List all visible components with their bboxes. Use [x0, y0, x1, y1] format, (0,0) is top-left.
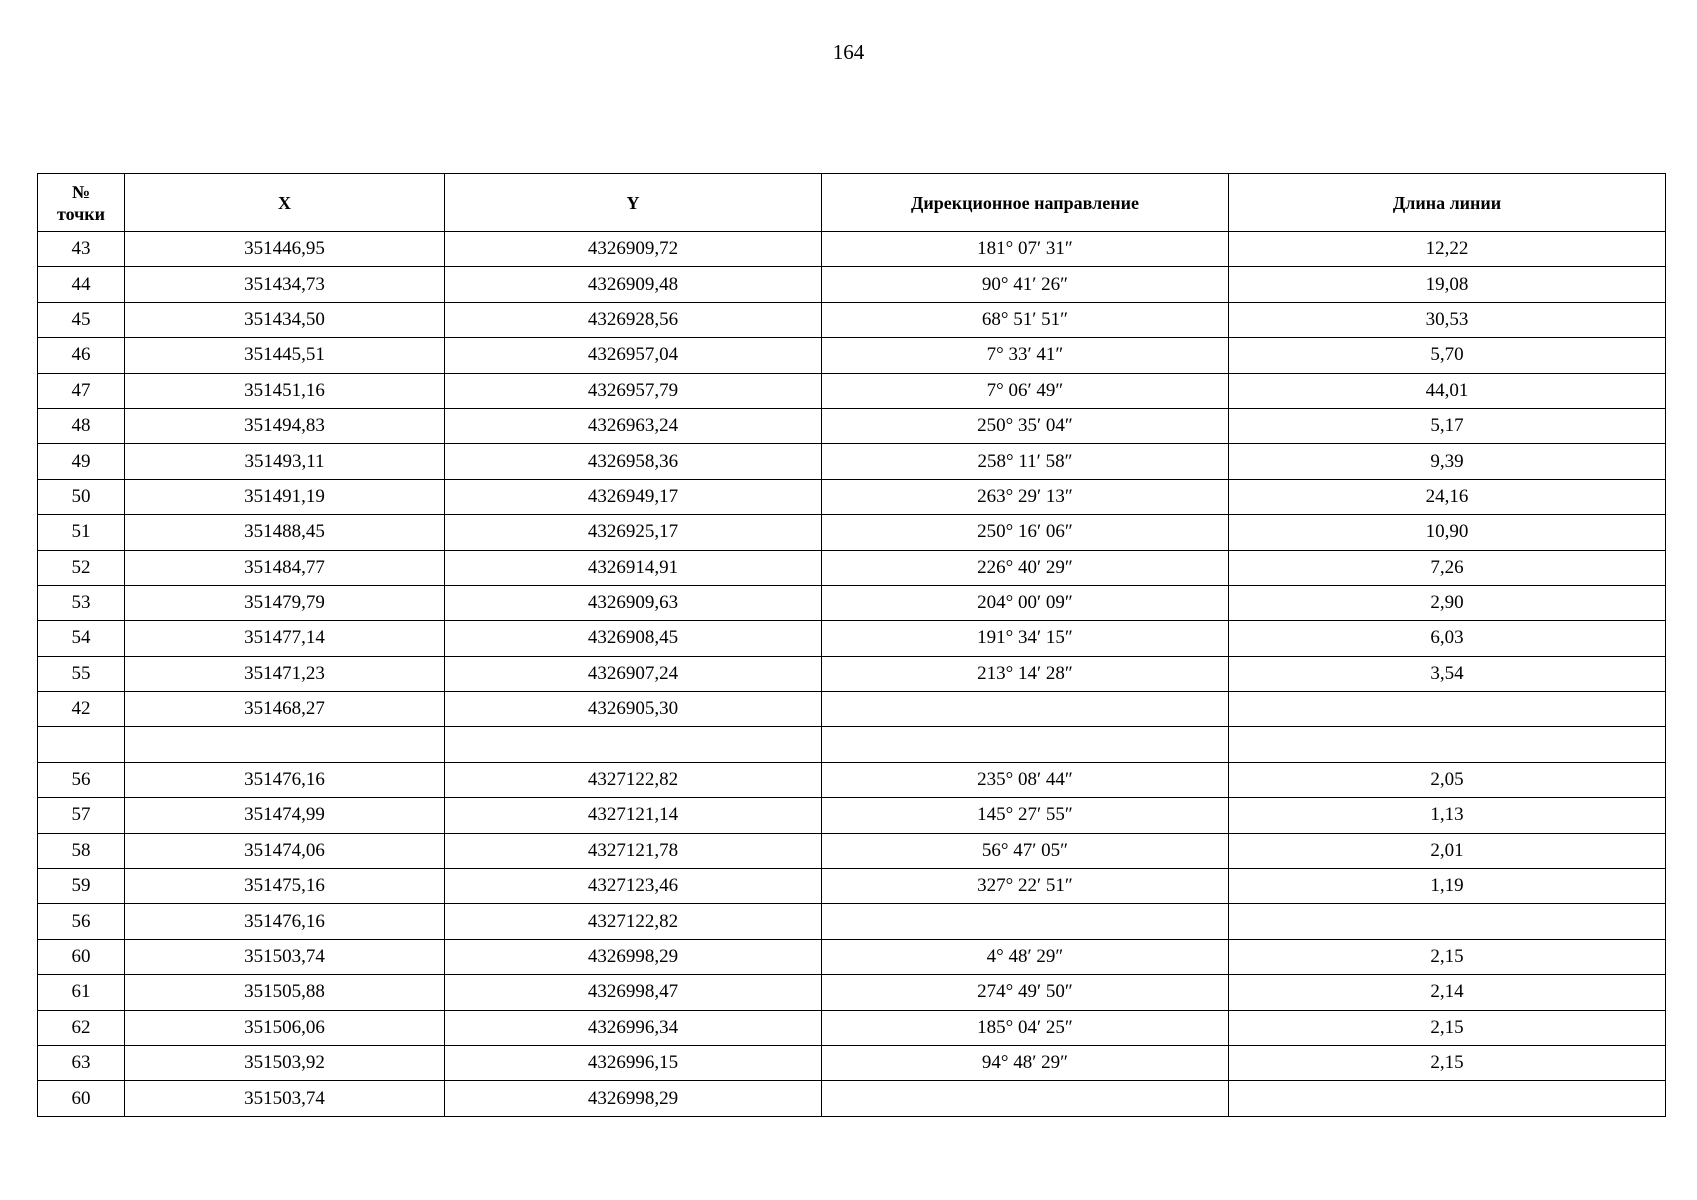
- cell-length: 2,14: [1229, 975, 1666, 1010]
- cell-direction: 204° 00′ 09″: [822, 585, 1229, 620]
- cell-length: 24,16: [1229, 479, 1666, 514]
- cell-y: 4326925,17: [445, 515, 822, 550]
- cell-point-number: 61: [38, 975, 125, 1010]
- cell-direction: [822, 692, 1229, 727]
- table-row: [38, 727, 1666, 762]
- cell-point-number: 50: [38, 479, 125, 514]
- cell-point-number: [38, 727, 125, 762]
- page-number: 164: [832, 40, 865, 64]
- table-row: [38, 1045, 1666, 1080]
- cell-length: 30,53: [1229, 302, 1666, 337]
- cell-y: 4326928,56: [445, 302, 822, 337]
- cell-y: 4327121,14: [445, 798, 822, 833]
- cell-y: 4326963,24: [445, 408, 822, 443]
- cell-x: 351476,16: [125, 904, 445, 939]
- cell-x: 351475,16: [125, 869, 445, 904]
- cell-direction: 7° 33′ 41″: [822, 338, 1229, 373]
- cell-x: 351477,14: [125, 621, 445, 656]
- cell-y: 4327122,82: [445, 904, 822, 939]
- cell-x: 351493,11: [125, 444, 445, 479]
- cell-direction: 274° 49′ 50″: [822, 975, 1229, 1010]
- cell-y: 4326957,04: [445, 338, 822, 373]
- table-row: [38, 550, 1666, 585]
- table-row: [38, 585, 1666, 620]
- cell-x: 351503,74: [125, 939, 445, 974]
- cell-point-number: 60: [38, 939, 125, 974]
- header-x: X: [125, 174, 445, 232]
- cell-length: [1229, 727, 1666, 762]
- table-row: [38, 939, 1666, 974]
- cell-point-number: 45: [38, 302, 125, 337]
- cell-direction: 213° 14′ 28″: [822, 656, 1229, 691]
- cell-x: 351506,06: [125, 1010, 445, 1045]
- cell-y: 4326908,45: [445, 621, 822, 656]
- table-row: [38, 302, 1666, 337]
- table-row: [38, 373, 1666, 408]
- cell-x: 351468,27: [125, 692, 445, 727]
- cell-point-number: 55: [38, 656, 125, 691]
- cell-direction: 7° 06′ 49″: [822, 373, 1229, 408]
- cell-point-number: 63: [38, 1045, 125, 1080]
- table-row: [38, 833, 1666, 868]
- table-row: [38, 232, 1666, 267]
- cell-point-number: 47: [38, 373, 125, 408]
- cell-direction: 145° 27′ 55″: [822, 798, 1229, 833]
- header-point-number: [38, 174, 125, 232]
- cell-x: 351471,23: [125, 656, 445, 691]
- cell-direction: 4° 48′ 29″: [822, 939, 1229, 974]
- cell-direction: 226° 40′ 29″: [822, 550, 1229, 585]
- cell-direction: [822, 727, 1229, 762]
- cell-point-number: 62: [38, 1010, 125, 1045]
- cell-x: 351474,06: [125, 833, 445, 868]
- cell-direction: [822, 1081, 1229, 1116]
- cell-direction: 263° 29′ 13″: [822, 479, 1229, 514]
- table-row: [38, 656, 1666, 691]
- cell-point-number: 42: [38, 692, 125, 727]
- table-body: [38, 232, 1666, 1117]
- cell-x: 351503,92: [125, 1045, 445, 1080]
- table-row: [38, 408, 1666, 443]
- table-row: [38, 444, 1666, 479]
- cell-point-number: 51: [38, 515, 125, 550]
- coordinates-table: [37, 173, 1666, 1117]
- cell-x: 351474,99: [125, 798, 445, 833]
- cell-length: 6,03: [1229, 621, 1666, 656]
- cell-y: 4327123,46: [445, 869, 822, 904]
- cell-point-number: 60: [38, 1081, 125, 1116]
- cell-x: 351451,16: [125, 373, 445, 408]
- cell-point-number: 44: [38, 267, 125, 302]
- cell-x: 351434,50: [125, 302, 445, 337]
- cell-length: 2,15: [1229, 1010, 1666, 1045]
- cell-direction: 250° 16′ 06″: [822, 515, 1229, 550]
- cell-point-number: 43: [38, 232, 125, 267]
- cell-point-number: 53: [38, 585, 125, 620]
- cell-x: 351503,74: [125, 1081, 445, 1116]
- table-row: [38, 975, 1666, 1010]
- cell-point-number: 46: [38, 338, 125, 373]
- cell-x: 351491,19: [125, 479, 445, 514]
- cell-y: 4326949,17: [445, 479, 822, 514]
- cell-x: 351488,45: [125, 515, 445, 550]
- cell-length: [1229, 692, 1666, 727]
- cell-direction: 235° 08′ 44″: [822, 762, 1229, 797]
- cell-point-number: 48: [38, 408, 125, 443]
- cell-x: 351446,95: [125, 232, 445, 267]
- table-row: [38, 267, 1666, 302]
- cell-y: 4326905,30: [445, 692, 822, 727]
- table-row: [38, 479, 1666, 514]
- cell-y: 4326998,47: [445, 975, 822, 1010]
- cell-direction: 327° 22′ 51″: [822, 869, 1229, 904]
- cell-y: 4326909,63: [445, 585, 822, 620]
- table-row: [38, 904, 1666, 939]
- cell-point-number: 56: [38, 762, 125, 797]
- cell-length: 2,90: [1229, 585, 1666, 620]
- header-direction: Дирекционное направление: [822, 174, 1229, 232]
- cell-length: 1,19: [1229, 869, 1666, 904]
- table-row: [38, 621, 1666, 656]
- cell-y: 4326909,72: [445, 232, 822, 267]
- table-header-row: [38, 174, 1666, 232]
- cell-direction: 250° 35′ 04″: [822, 408, 1229, 443]
- cell-length: 9,39: [1229, 444, 1666, 479]
- cell-y: 4326996,34: [445, 1010, 822, 1045]
- cell-y: 4326914,91: [445, 550, 822, 585]
- cell-y: 4326998,29: [445, 1081, 822, 1116]
- cell-point-number: 52: [38, 550, 125, 585]
- cell-x: [125, 727, 445, 762]
- cell-length: 2,15: [1229, 939, 1666, 974]
- cell-x: 351476,16: [125, 762, 445, 797]
- cell-length: [1229, 904, 1666, 939]
- cell-point-number: 59: [38, 869, 125, 904]
- cell-length: 10,90: [1229, 515, 1666, 550]
- cell-length: 19,08: [1229, 267, 1666, 302]
- cell-x: 351445,51: [125, 338, 445, 373]
- header-y: Y: [445, 174, 822, 232]
- table-row: [38, 762, 1666, 797]
- table-row: [38, 515, 1666, 550]
- table-row: [38, 869, 1666, 904]
- cell-y: 4326958,36: [445, 444, 822, 479]
- cell-length: 3,54: [1229, 656, 1666, 691]
- cell-point-number: 58: [38, 833, 125, 868]
- cell-length: 2,15: [1229, 1045, 1666, 1080]
- table-row: [38, 1010, 1666, 1045]
- cell-y: 4327122,82: [445, 762, 822, 797]
- cell-x: 351479,79: [125, 585, 445, 620]
- cell-point-number: 49: [38, 444, 125, 479]
- cell-length: 12,22: [1229, 232, 1666, 267]
- cell-direction: 56° 47′ 05″: [822, 833, 1229, 868]
- header-point-number-label: точки: [56, 203, 106, 224]
- cell-x: 351434,73: [125, 267, 445, 302]
- cell-x: 351484,77: [125, 550, 445, 585]
- cell-length: 5,17: [1229, 408, 1666, 443]
- cell-y: 4327121,78: [445, 833, 822, 868]
- cell-direction: 258° 11′ 58″: [822, 444, 1229, 479]
- cell-length: 5,70: [1229, 338, 1666, 373]
- cell-length: 44,01: [1229, 373, 1666, 408]
- cell-direction: [822, 904, 1229, 939]
- header-length: Длина линии: [1229, 174, 1666, 232]
- table-row: [38, 1081, 1666, 1116]
- cell-direction: 94° 48′ 29″: [822, 1045, 1229, 1080]
- cell-length: 2,05: [1229, 762, 1666, 797]
- cell-y: 4326909,48: [445, 267, 822, 302]
- cell-point-number: 54: [38, 621, 125, 656]
- cell-y: 4326996,15: [445, 1045, 822, 1080]
- cell-direction: 68° 51′ 51″: [822, 302, 1229, 337]
- cell-length: 2,01: [1229, 833, 1666, 868]
- cell-y: 4326957,79: [445, 373, 822, 408]
- table-row: [38, 692, 1666, 727]
- cell-point-number: 56: [38, 904, 125, 939]
- cell-x: 351494,83: [125, 408, 445, 443]
- cell-y: 4326907,24: [445, 656, 822, 691]
- cell-direction: 90° 41′ 26″: [822, 267, 1229, 302]
- cell-direction: 181° 07′ 31″: [822, 232, 1229, 267]
- cell-y: [445, 727, 822, 762]
- cell-length: [1229, 1081, 1666, 1116]
- cell-direction: 191° 34′ 15″: [822, 621, 1229, 656]
- header-point-number-symbol: №: [71, 181, 91, 202]
- cell-length: 1,13: [1229, 798, 1666, 833]
- cell-length: 7,26: [1229, 550, 1666, 585]
- cell-y: 4326998,29: [445, 939, 822, 974]
- table-row: [38, 338, 1666, 373]
- cell-point-number: 57: [38, 798, 125, 833]
- cell-x: 351505,88: [125, 975, 445, 1010]
- cell-direction: 185° 04′ 25″: [822, 1010, 1229, 1045]
- table-row: [38, 798, 1666, 833]
